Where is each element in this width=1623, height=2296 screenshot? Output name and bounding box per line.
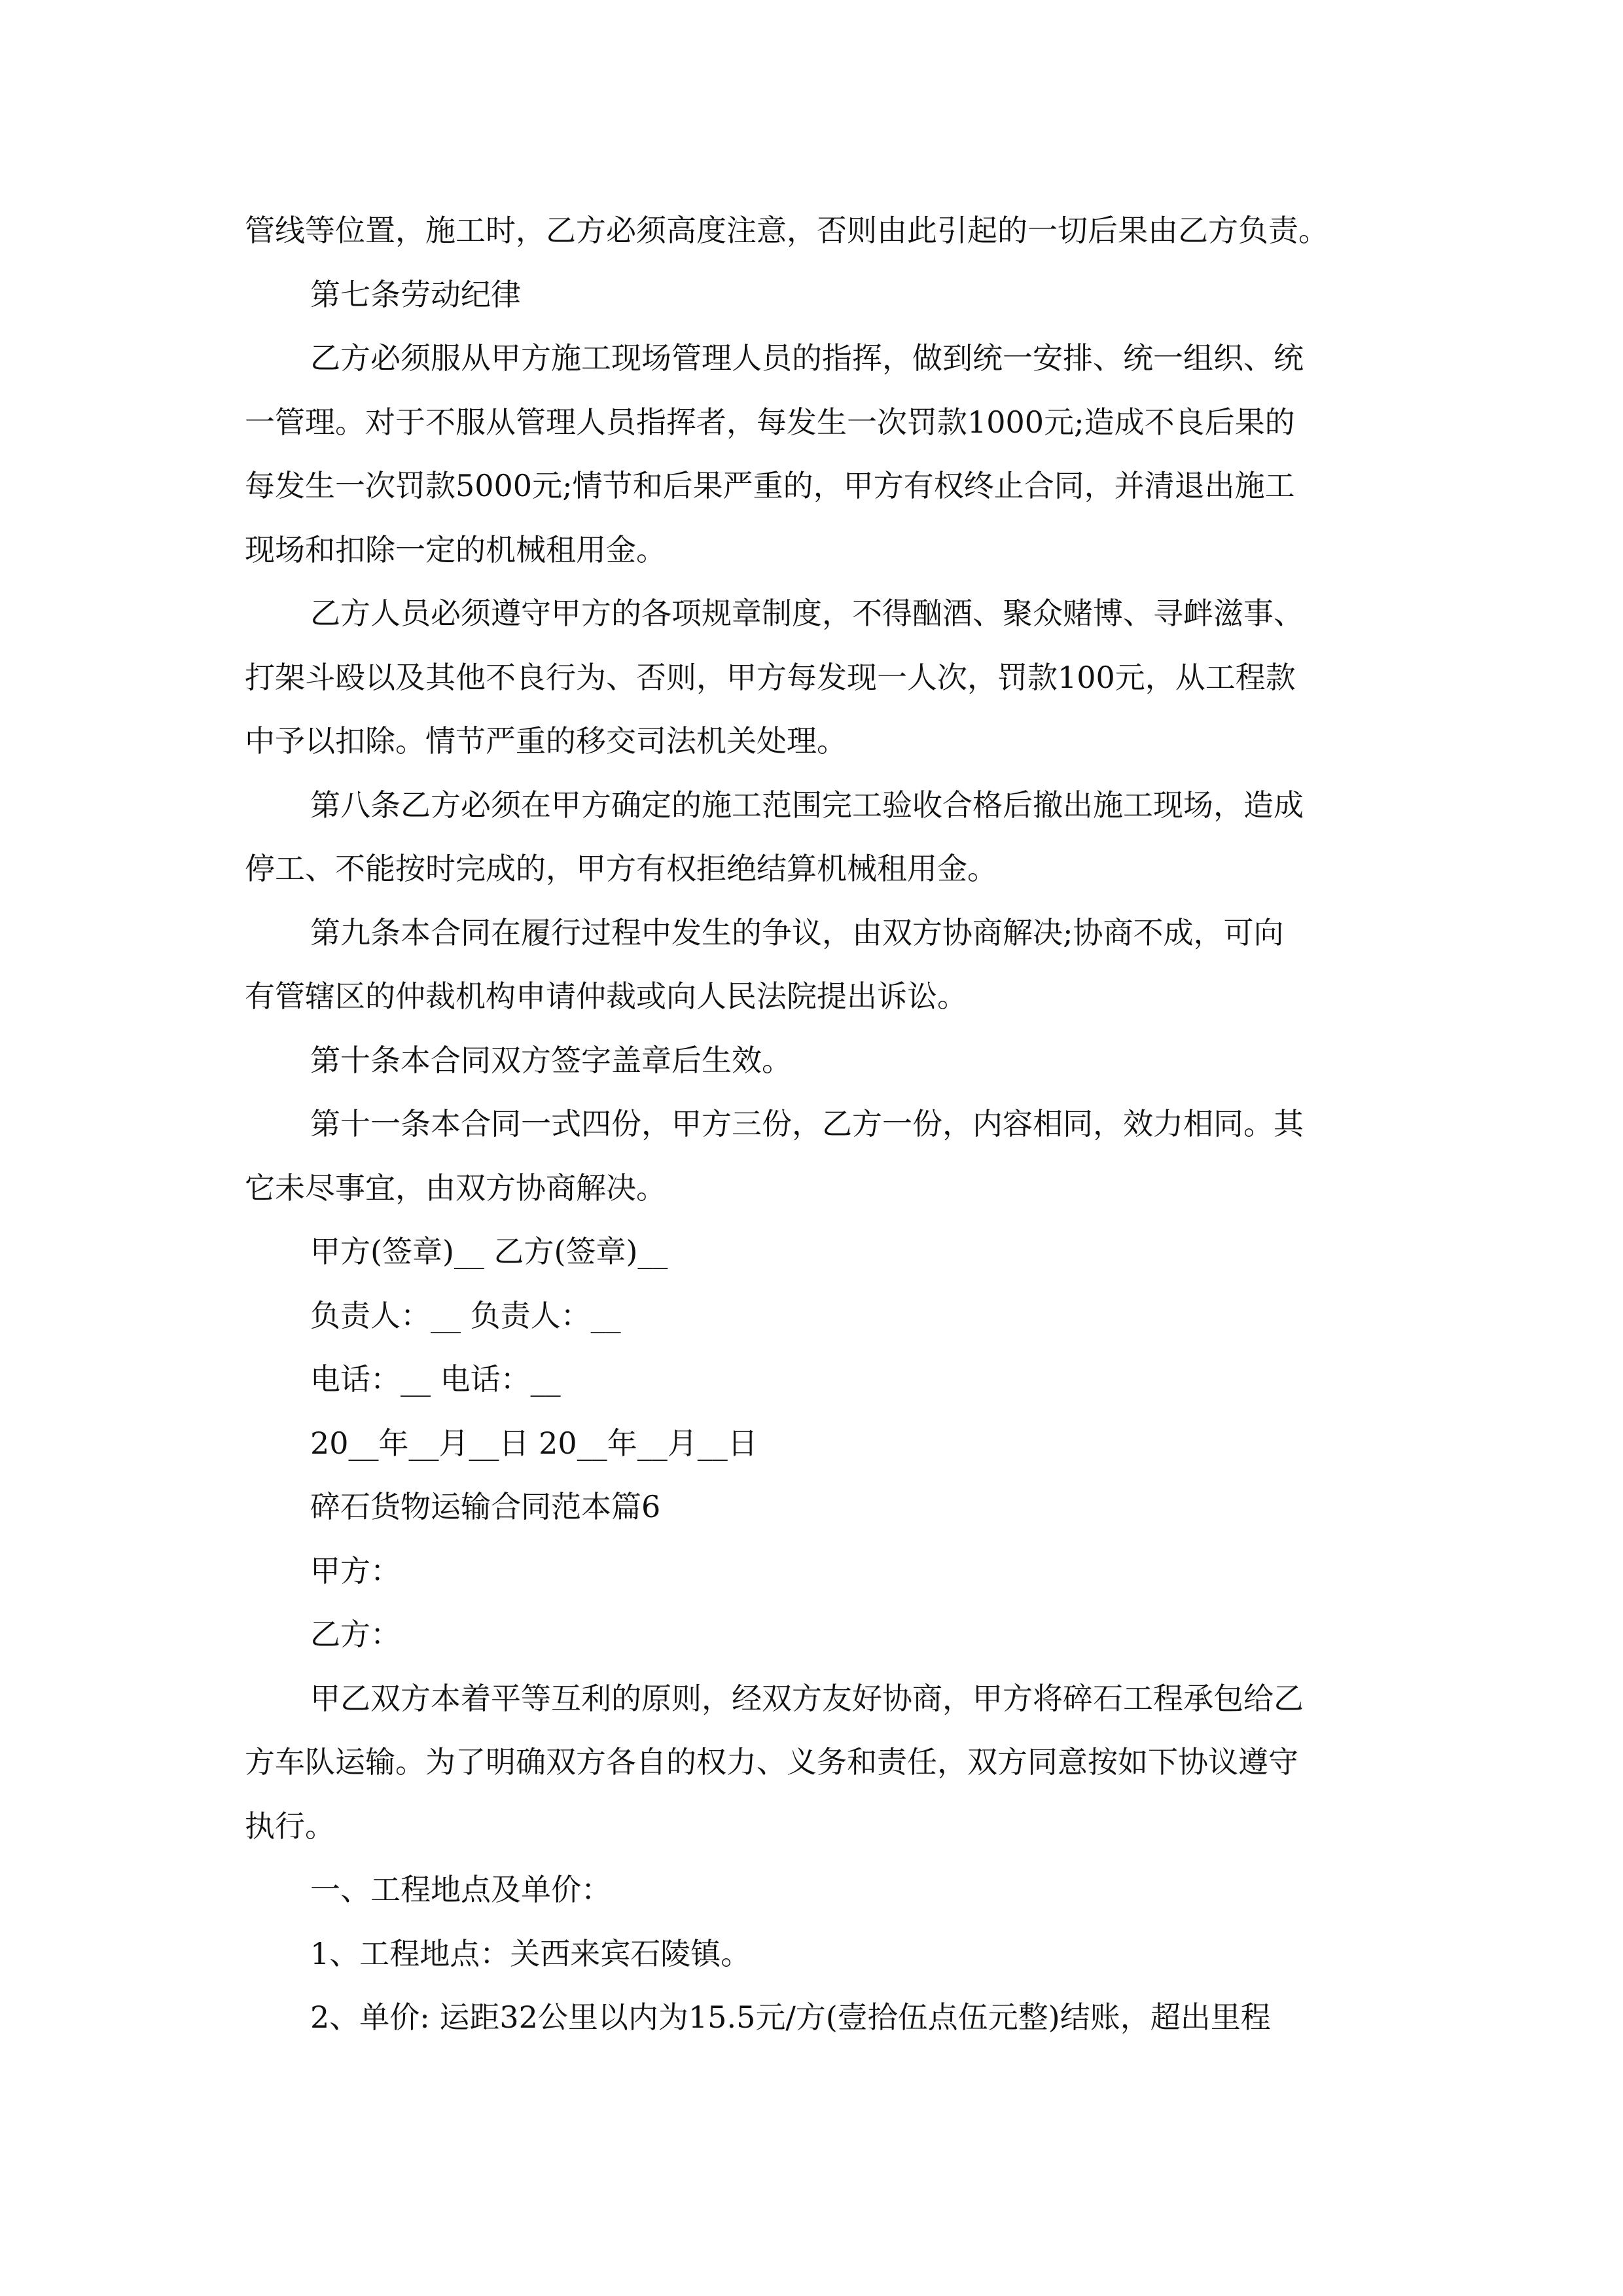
text-line-9: 中予以扣除。情节严重的移交司法机关处理。 — [245, 723, 847, 759]
text-line-5: 每发生一次罚款5000元;情节和后果严重的，甲方有权终止合同，并清退出施工 — [245, 468, 1295, 503]
text-line-24: 甲乙双方本着平等互利的原则，经双方友好协商，甲方将碎石工程承包给乙 — [310, 1680, 1304, 1716]
text-line-7: 乙方人员必须遵守甲方的各项规章制度，不得酗酒、聚众赌博、寻衅滋事、 — [310, 596, 1304, 631]
text-line-16: 它未尽事宜，由双方协商解决。 — [245, 1170, 666, 1206]
section-heading-location-price: 一、工程地点及单价： — [310, 1872, 611, 1907]
party-b-line: 乙方： — [310, 1617, 401, 1652]
text-line-8: 打架斗殴以及其他不良行为、否则，甲方每发现一人次，罚款100元，从工程款 — [245, 659, 1296, 695]
section-heading-labor-discipline: 第七条劳动纪律 — [310, 276, 521, 312]
text-line-14: 第十条本合同双方签字盖章后生效。 — [310, 1042, 792, 1078]
section-title-contract-6: 碎石货物运输合同范本篇6 — [310, 1489, 661, 1524]
text-line-1: 管线等位置，施工时，乙方必须高度注意，否则由此引起的一切后果由乙方负责。 — [245, 213, 1329, 248]
signature-responsible-line: 负责人：__ 负责人：__ — [310, 1297, 621, 1333]
text-line-3: 乙方必须服从甲方施工现场管理人员的指挥，做到统一安排、统一组织、统 — [310, 340, 1304, 376]
text-line-4: 一管理。对于不服从管理人员指挥者，每发生一次罚款1000元;造成不良后果的 — [245, 404, 1295, 440]
text-line-28: 1、工程地点：关西来宾石陵镇。 — [310, 1935, 751, 1971]
text-line-6: 现场和扣除一定的机械租用金。 — [245, 531, 666, 567]
signature-date-line: 20__年__月__日 20__年__月__日 — [310, 1425, 758, 1461]
text-line-11: 停工、不能按时完成的，甲方有权拒绝结算机械租用金。 — [245, 851, 997, 886]
signature-phone-line: 电话：__ 电话：__ — [310, 1361, 561, 1397]
document-body — [245, 199, 1383, 2050]
text-line-29: 2、单价: 运距32公里以内为15.5元/方(壹拾伍点伍元整)结账，超出里程 — [310, 2000, 1271, 2035]
text-line-10: 第八条乙方必须在甲方确定的施工范围完工验收合格后撤出施工现场，造成 — [310, 787, 1304, 823]
party-a-line: 甲方： — [310, 1552, 401, 1588]
text-line-26: 执行。 — [245, 1808, 335, 1844]
text-line-12: 第九条本合同在履行过程中发生的争议，由双方协商解决;协商不成，可向 — [310, 914, 1284, 950]
text-line-13: 有管辖区的仲裁机构申请仲裁或向人民法院提出诉讼。 — [245, 978, 967, 1014]
text-line-25: 方车队运输。为了明确双方各自的权力、义务和责任，双方同意按如下协议遵守 — [245, 1744, 1298, 1780]
text-line-15: 第十一条本合同一式四份，甲方三份，乙方一份，内容相同，效力相同。其 — [310, 1106, 1304, 1141]
signature-party-line: 甲方(签章)__ 乙方(签章)__ — [310, 1234, 668, 1269]
